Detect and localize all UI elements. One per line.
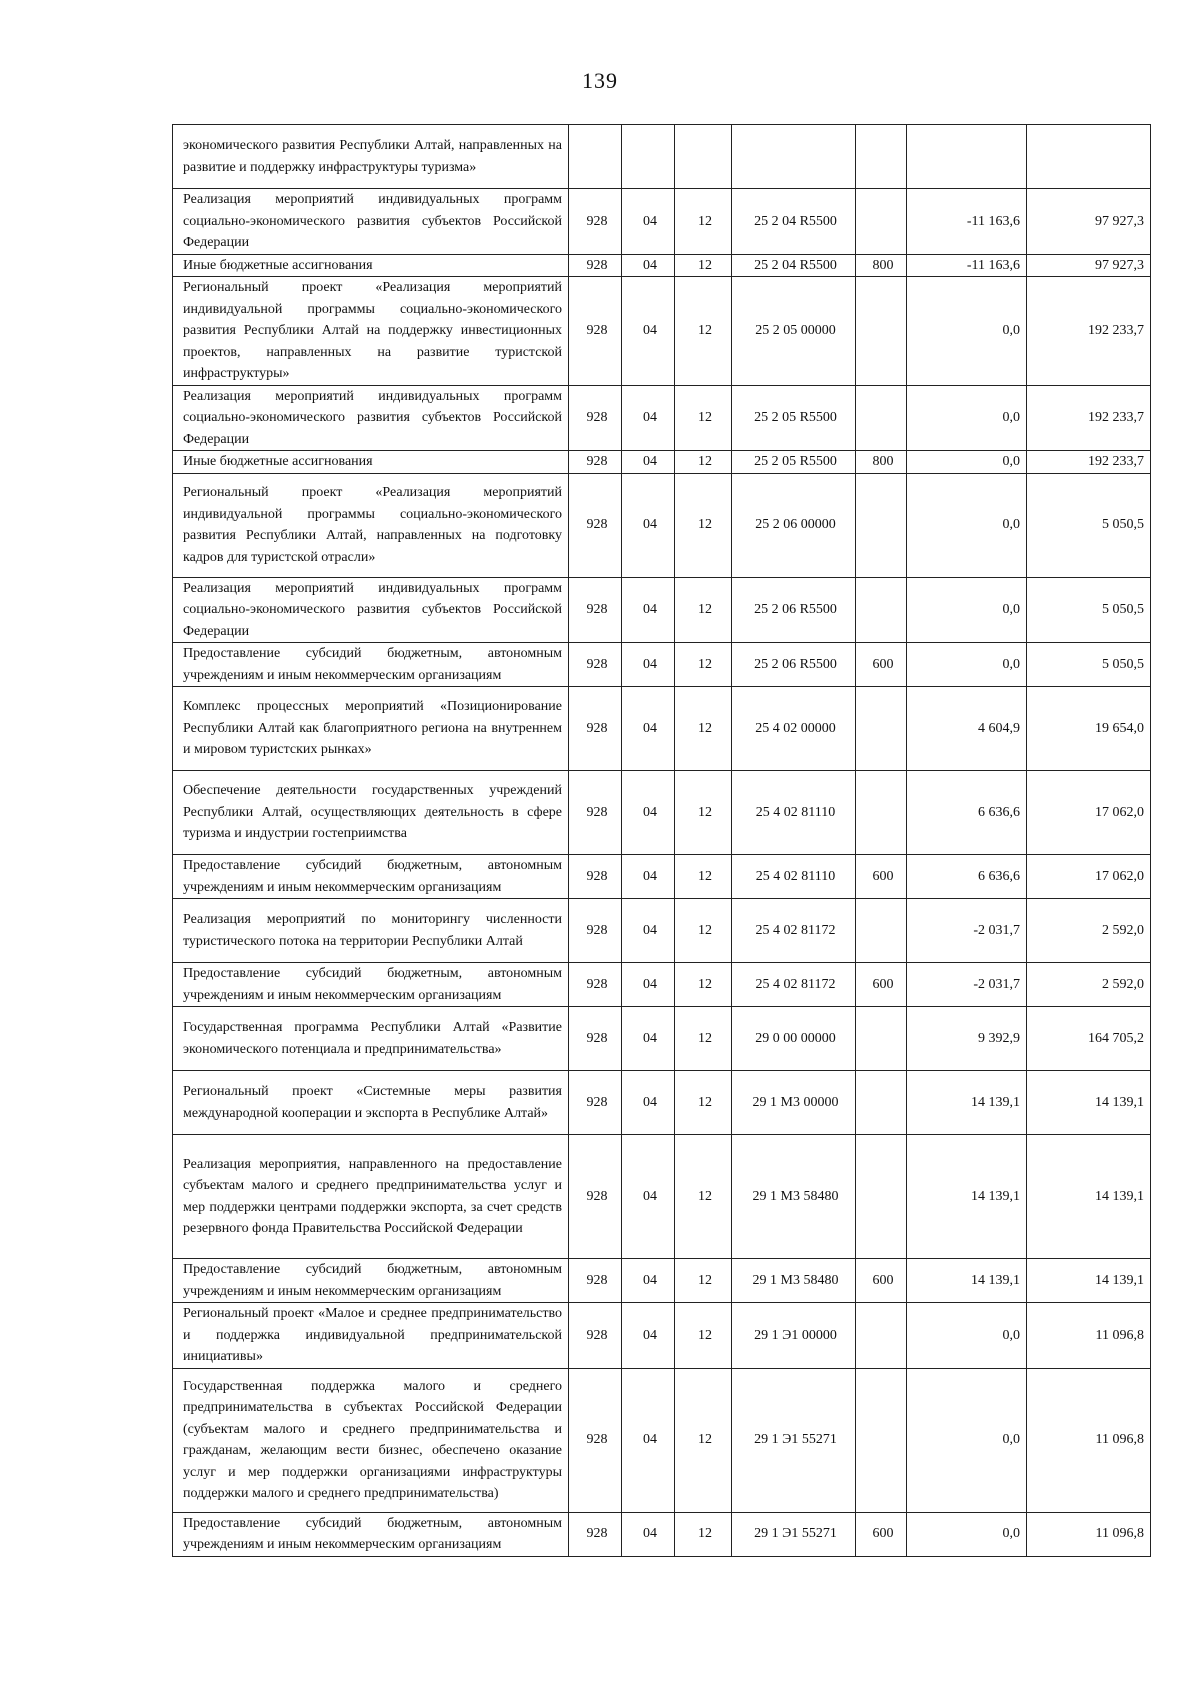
csr-code-cell: [732, 125, 856, 189]
gr-code-cell: 928: [569, 963, 622, 1007]
table-row: [173, 125, 1151, 189]
pr-code-cell: 12: [675, 451, 732, 474]
change-amount-cell: 0,0: [907, 1303, 1027, 1369]
gr-code-cell: 928: [569, 473, 622, 577]
rz-code-cell: 04: [622, 473, 675, 577]
csr-code-cell: 29 1 M3 58480: [732, 1259, 856, 1303]
table-row: [173, 1007, 1151, 1071]
table-row: [173, 1512, 1151, 1556]
total-amount-cell: 14 139,1: [1027, 1259, 1151, 1303]
pr-code-cell: 12: [675, 687, 732, 771]
rz-code-cell: 04: [622, 1135, 675, 1259]
item-name-cell: Государственная поддержка малого и среднего предпринимательства в субъектах Российской Федерации (субъектам малого и среднего предпринимательства и гражданам, желающим вести бизнес, обеспечено оказание услуг и мер поддержки организациями инфраструктуры поддержки малого и среднего предпринимательства): [173, 1368, 569, 1512]
rz-code-cell: 04: [622, 189, 675, 255]
vr-code-cell: [856, 687, 907, 771]
change-amount-cell: -11 163,6: [907, 254, 1027, 277]
table-row: [173, 643, 1151, 687]
rz-code-cell: 04: [622, 687, 675, 771]
total-amount-cell: [1027, 125, 1151, 189]
gr-code-cell: 928: [569, 577, 622, 643]
rz-code-cell: 04: [622, 577, 675, 643]
vr-code-cell: [856, 473, 907, 577]
change-amount-cell: 9 392,9: [907, 1007, 1027, 1071]
change-amount-cell: -11 163,6: [907, 189, 1027, 255]
change-amount-cell: -2 031,7: [907, 899, 1027, 963]
change-amount-cell: 0,0: [907, 277, 1027, 386]
table-row: [173, 473, 1151, 577]
vr-code-cell: 600: [856, 855, 907, 899]
table-row: [173, 1259, 1151, 1303]
csr-code-cell: 25 4 02 81172: [732, 899, 856, 963]
total-amount-cell: 11 096,8: [1027, 1512, 1151, 1556]
total-amount-cell: 164 705,2: [1027, 1007, 1151, 1071]
pr-code-cell: 12: [675, 899, 732, 963]
pr-code-cell: 12: [675, 254, 732, 277]
table-row: [173, 899, 1151, 963]
total-amount-cell: 14 139,1: [1027, 1071, 1151, 1135]
pr-code-cell: 12: [675, 1259, 732, 1303]
csr-code-cell: 29 1 Э1 55271: [732, 1512, 856, 1556]
vr-code-cell: [856, 1135, 907, 1259]
total-amount-cell: 192 233,7: [1027, 385, 1151, 451]
pr-code-cell: [675, 125, 732, 189]
table-row: [173, 577, 1151, 643]
rz-code-cell: 04: [622, 1368, 675, 1512]
gr-code-cell: 928: [569, 771, 622, 855]
pr-code-cell: 12: [675, 643, 732, 687]
csr-code-cell: 25 4 02 81110: [732, 855, 856, 899]
item-name-cell: Предоставление субсидий бюджетным, автономным учреждениям и иным некоммерческим организациям: [173, 643, 569, 687]
table-row: [173, 451, 1151, 474]
table-row: [173, 1368, 1151, 1512]
rz-code-cell: 04: [622, 451, 675, 474]
item-name-cell: Реализация мероприятий индивидуальных программ социально-экономического развития субъектов Российской Федерации: [173, 385, 569, 451]
gr-code-cell: 928: [569, 1259, 622, 1303]
pr-code-cell: 12: [675, 1368, 732, 1512]
pr-code-cell: 12: [675, 1007, 732, 1071]
vr-code-cell: 600: [856, 643, 907, 687]
total-amount-cell: 11 096,8: [1027, 1368, 1151, 1512]
change-amount-cell: 0,0: [907, 385, 1027, 451]
csr-code-cell: 25 4 02 00000: [732, 687, 856, 771]
gr-code-cell: 928: [569, 1368, 622, 1512]
item-name-cell: Региональный проект «Малое и среднее предпринимательство и поддержка индивидуальной предпринимательской инициативы»: [173, 1303, 569, 1369]
csr-code-cell: 29 1 Э1 55271: [732, 1368, 856, 1512]
item-name-cell: Иные бюджетные ассигнования: [173, 254, 569, 277]
item-name-cell: Реализация мероприятий индивидуальных программ социально-экономического развития субъектов Российской Федерации: [173, 577, 569, 643]
gr-code-cell: 928: [569, 254, 622, 277]
change-amount-cell: 14 139,1: [907, 1071, 1027, 1135]
gr-code-cell: 928: [569, 385, 622, 451]
vr-code-cell: [856, 385, 907, 451]
vr-code-cell: 800: [856, 254, 907, 277]
change-amount-cell: -2 031,7: [907, 963, 1027, 1007]
table-row: [173, 189, 1151, 255]
csr-code-cell: 25 2 05 00000: [732, 277, 856, 386]
item-name-cell: Реализация мероприятий по мониторингу численности туристического потока на территории Республики Алтай: [173, 899, 569, 963]
item-name-cell: Реализация мероприятия, направленного на предоставление субъектам малого и среднего предпринимательства услуг и мер поддержки центрами поддержки экспорта, за счет средств резервного фонда Правительства Российской Федерации: [173, 1135, 569, 1259]
vr-code-cell: [856, 189, 907, 255]
gr-code-cell: 928: [569, 1071, 622, 1135]
page-number: 139: [582, 68, 618, 93]
rz-code-cell: 04: [622, 1303, 675, 1369]
total-amount-cell: 19 654,0: [1027, 687, 1151, 771]
total-amount-cell: 97 927,3: [1027, 254, 1151, 277]
csr-code-cell: 29 1 Э1 00000: [732, 1303, 856, 1369]
vr-code-cell: 800: [856, 451, 907, 474]
total-amount-cell: 97 927,3: [1027, 189, 1151, 255]
item-name-cell: Региональный проект «Реализация мероприятий индивидуальной программы социально-экономического развития Республики Алтай на поддержку инвестиционных проектов, направленных на развитие туристской инфраструктуры»: [173, 277, 569, 386]
item-name-cell: Обеспечение деятельности государственных учреждений Республики Алтай, осуществляющих деятельность в сфере туризма и индустрии гостеприимства: [173, 771, 569, 855]
csr-code-cell: 29 0 00 00000: [732, 1007, 856, 1071]
vr-code-cell: [856, 771, 907, 855]
total-amount-cell: 192 233,7: [1027, 451, 1151, 474]
table-row: [173, 254, 1151, 277]
vr-code-cell: [856, 899, 907, 963]
item-name-cell: Региональный проект «Системные меры развития международной кооперации и экспорта в Республике Алтай»: [173, 1071, 569, 1135]
pr-code-cell: 12: [675, 473, 732, 577]
item-name-cell: экономического развития Республики Алтай, направленных на развитие и поддержку инфраструктуры туризма»: [173, 125, 569, 189]
change-amount-cell: 6 636,6: [907, 855, 1027, 899]
vr-code-cell: [856, 1071, 907, 1135]
csr-code-cell: 25 2 06 R5500: [732, 577, 856, 643]
gr-code-cell: 928: [569, 1512, 622, 1556]
csr-code-cell: 25 2 04 R5500: [732, 254, 856, 277]
total-amount-cell: 2 592,0: [1027, 899, 1151, 963]
vr-code-cell: [856, 125, 907, 189]
table-row: [173, 1303, 1151, 1369]
total-amount-cell: 2 592,0: [1027, 963, 1151, 1007]
total-amount-cell: 17 062,0: [1027, 771, 1151, 855]
change-amount-cell: 0,0: [907, 577, 1027, 643]
table-row: [173, 771, 1151, 855]
gr-code-cell: 928: [569, 899, 622, 963]
rz-code-cell: 04: [622, 1259, 675, 1303]
table-row: [173, 855, 1151, 899]
change-amount-cell: 14 139,1: [907, 1135, 1027, 1259]
vr-code-cell: 600: [856, 1512, 907, 1556]
vr-code-cell: [856, 277, 907, 386]
rz-code-cell: 04: [622, 771, 675, 855]
vr-code-cell: 600: [856, 963, 907, 1007]
rz-code-cell: 04: [622, 254, 675, 277]
rz-code-cell: 04: [622, 1512, 675, 1556]
item-name-cell: Предоставление субсидий бюджетным, автономным учреждениям и иным некоммерческим организациям: [173, 855, 569, 899]
csr-code-cell: 25 2 06 00000: [732, 473, 856, 577]
total-amount-cell: 5 050,5: [1027, 577, 1151, 643]
csr-code-cell: 25 4 02 81172: [732, 963, 856, 1007]
pr-code-cell: 12: [675, 1512, 732, 1556]
table-row: [173, 1135, 1151, 1259]
item-name-cell: Иные бюджетные ассигнования: [173, 451, 569, 474]
pr-code-cell: 12: [675, 1071, 732, 1135]
rz-code-cell: 04: [622, 1007, 675, 1071]
change-amount-cell: 14 139,1: [907, 1259, 1027, 1303]
pr-code-cell: 12: [675, 1135, 732, 1259]
csr-code-cell: 25 2 04 R5500: [732, 189, 856, 255]
table-row: [173, 687, 1151, 771]
rz-code-cell: 04: [622, 899, 675, 963]
csr-code-cell: 25 4 02 81110: [732, 771, 856, 855]
item-name-cell: Государственная программа Республики Алтай «Развитие экономического потенциала и предпринимательства»: [173, 1007, 569, 1071]
rz-code-cell: 04: [622, 277, 675, 386]
gr-code-cell: 928: [569, 1303, 622, 1369]
table-row: [173, 1071, 1151, 1135]
total-amount-cell: 14 139,1: [1027, 1135, 1151, 1259]
table-row: [173, 963, 1151, 1007]
table-row: [173, 385, 1151, 451]
rz-code-cell: 04: [622, 643, 675, 687]
pr-code-cell: 12: [675, 277, 732, 386]
change-amount-cell: 6 636,6: [907, 771, 1027, 855]
gr-code-cell: 928: [569, 1007, 622, 1071]
item-name-cell: Региональный проект «Реализация мероприятий индивидуальной программы социально-экономического развития Республики Алтай, направленных на подготовку кадров для туристской отрасли»: [173, 473, 569, 577]
change-amount-cell: 0,0: [907, 1512, 1027, 1556]
item-name-cell: Реализация мероприятий индивидуальных программ социально-экономического развития субъектов Российской Федерации: [173, 189, 569, 255]
csr-code-cell: 25 2 06 R5500: [732, 643, 856, 687]
change-amount-cell: [907, 125, 1027, 189]
rz-code-cell: 04: [622, 385, 675, 451]
gr-code-cell: 928: [569, 643, 622, 687]
gr-code-cell: 928: [569, 855, 622, 899]
rz-code-cell: 04: [622, 963, 675, 1007]
budget-table: [172, 124, 1151, 1557]
total-amount-cell: 5 050,5: [1027, 473, 1151, 577]
total-amount-cell: 17 062,0: [1027, 855, 1151, 899]
item-name-cell: Комплекс процессных мероприятий «Позиционирование Республики Алтай как благоприятного региона на внутреннем и мировом туристских рынках»: [173, 687, 569, 771]
item-name-cell: Предоставление субсидий бюджетным, автономным учреждениям и иным некоммерческим организациям: [173, 1512, 569, 1556]
vr-code-cell: [856, 577, 907, 643]
gr-code-cell: 928: [569, 189, 622, 255]
item-name-cell: Предоставление субсидий бюджетным, автономным учреждениям и иным некоммерческим организациям: [173, 1259, 569, 1303]
gr-code-cell: 928: [569, 277, 622, 386]
pr-code-cell: 12: [675, 855, 732, 899]
total-amount-cell: 5 050,5: [1027, 643, 1151, 687]
rz-code-cell: [622, 125, 675, 189]
total-amount-cell: 192 233,7: [1027, 277, 1151, 386]
pr-code-cell: 12: [675, 1303, 732, 1369]
gr-code-cell: 928: [569, 1135, 622, 1259]
gr-code-cell: [569, 125, 622, 189]
pr-code-cell: 12: [675, 963, 732, 1007]
rz-code-cell: 04: [622, 855, 675, 899]
pr-code-cell: 12: [675, 189, 732, 255]
change-amount-cell: 4 604,9: [907, 687, 1027, 771]
item-name-cell: Предоставление субсидий бюджетным, автономным учреждениям и иным некоммерческим организациям: [173, 963, 569, 1007]
csr-code-cell: 25 2 05 R5500: [732, 451, 856, 474]
total-amount-cell: 11 096,8: [1027, 1303, 1151, 1369]
pr-code-cell: 12: [675, 577, 732, 643]
pr-code-cell: 12: [675, 385, 732, 451]
csr-code-cell: 29 1 M3 00000: [732, 1071, 856, 1135]
gr-code-cell: 928: [569, 687, 622, 771]
vr-code-cell: 600: [856, 1259, 907, 1303]
vr-code-cell: [856, 1303, 907, 1369]
csr-code-cell: 29 1 M3 58480: [732, 1135, 856, 1259]
csr-code-cell: 25 2 05 R5500: [732, 385, 856, 451]
gr-code-cell: 928: [569, 451, 622, 474]
change-amount-cell: 0,0: [907, 1368, 1027, 1512]
change-amount-cell: 0,0: [907, 451, 1027, 474]
vr-code-cell: [856, 1007, 907, 1071]
change-amount-cell: 0,0: [907, 643, 1027, 687]
rz-code-cell: 04: [622, 1071, 675, 1135]
change-amount-cell: 0,0: [907, 473, 1027, 577]
vr-code-cell: [856, 1368, 907, 1512]
pr-code-cell: 12: [675, 771, 732, 855]
table-row: [173, 277, 1151, 386]
